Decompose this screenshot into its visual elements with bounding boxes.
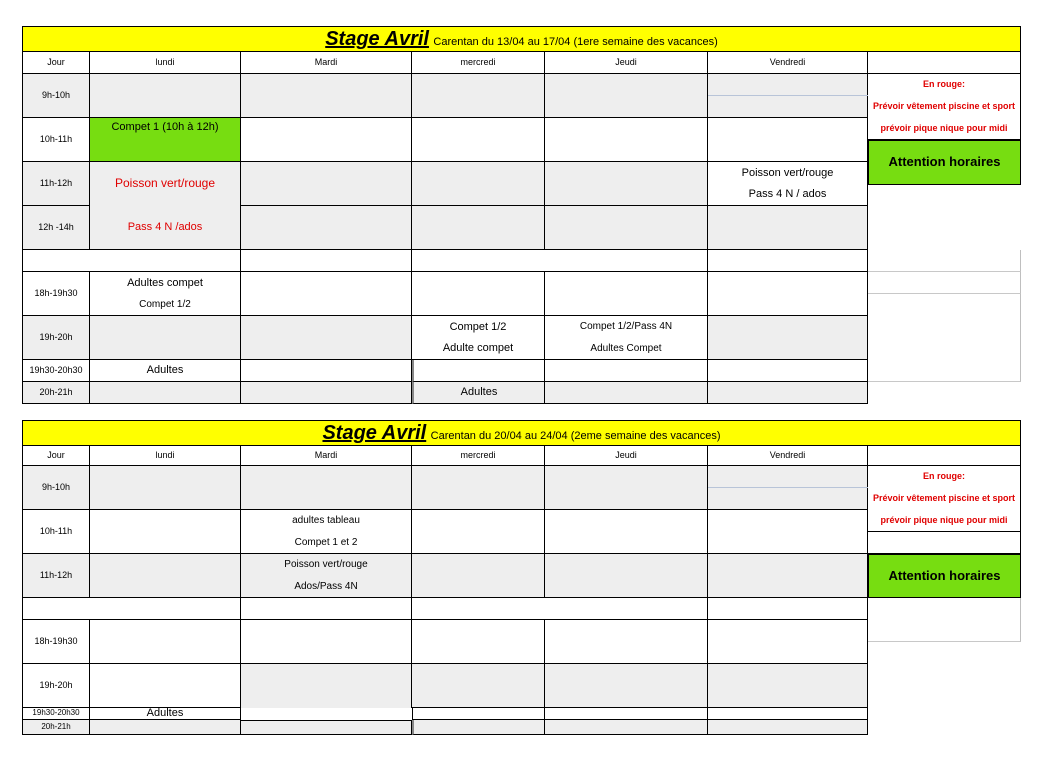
slot-mardi-adultes-tableau xyxy=(241,510,412,554)
slot-cell xyxy=(412,74,545,118)
header-lundi: lundi xyxy=(90,446,241,466)
separator-row xyxy=(241,598,412,620)
header-mardi: Mardi xyxy=(241,446,412,466)
slot-cell xyxy=(90,316,241,360)
header-jeudi: Jeudi xyxy=(545,52,708,74)
time-18h-19h30: 18h-19h30 xyxy=(22,272,90,316)
header-empty xyxy=(868,52,1021,74)
time-20h-21h: 20h-21h xyxy=(22,382,90,404)
schedule-title-bar xyxy=(22,26,1021,52)
guide-line xyxy=(708,95,868,96)
slot-cell xyxy=(412,720,545,735)
stage-subtitle: Carentan du 20/04 au 24/04 (2eme semaine des vacances) xyxy=(430,430,721,442)
slot-cell xyxy=(412,360,545,382)
time-19h-20h: 19h-20h xyxy=(22,316,90,360)
slot-text: Poisson vert/rouge xyxy=(741,166,834,179)
separator-row xyxy=(708,598,868,620)
slot-text: Compet 1/2/Pass 4N xyxy=(579,321,673,333)
note-pique-nique: prévoir pique nique pour midi xyxy=(868,510,1021,532)
slot-cell xyxy=(241,382,412,404)
slot-cell xyxy=(412,206,545,250)
separator-row xyxy=(412,598,708,620)
slot-cell xyxy=(545,206,708,250)
note-empty xyxy=(868,272,1021,294)
slot-cell xyxy=(412,118,545,162)
slot-adultes-compet xyxy=(90,272,241,316)
slot-cell xyxy=(545,620,708,664)
slot-cell xyxy=(241,620,412,664)
note-vetement: Prévoir vêtement piscine et sport xyxy=(868,96,1021,118)
slot-cell xyxy=(412,510,545,554)
header-mercredi: mercredi xyxy=(412,52,545,74)
time-11h-12h: 11h-12h xyxy=(22,554,90,598)
slot-cell xyxy=(241,206,412,250)
header-jour: Jour xyxy=(22,446,90,466)
slot-mercredi-compet xyxy=(412,316,545,360)
slot-cell xyxy=(708,206,868,250)
time-12h-14h: 12h -14h xyxy=(22,206,90,250)
slot-cell xyxy=(90,466,241,510)
header-vendredi: Vendredi xyxy=(708,446,868,466)
separator-row xyxy=(708,250,868,272)
slot-text: Adulte compet xyxy=(442,342,514,355)
note-vetement: Prévoir vêtement piscine et sport xyxy=(868,488,1021,510)
slot-cell xyxy=(708,360,868,382)
slot-cell xyxy=(545,664,708,708)
header-jour: Jour xyxy=(22,52,90,74)
slot-cell xyxy=(241,664,412,708)
time-19h30-20h30: 19h30-20h30 xyxy=(22,360,90,382)
time-10h-11h: 10h-11h xyxy=(22,510,90,554)
slot-cell xyxy=(708,74,868,118)
slot-cell xyxy=(241,272,412,316)
separator-row xyxy=(412,250,708,272)
time-20h-21h: 20h-21h xyxy=(22,720,90,735)
time-19h-20h: 19h-20h xyxy=(22,664,90,708)
stage-title: Stage Avril xyxy=(325,28,429,50)
slot-cell xyxy=(412,708,545,720)
header-vendredi: Vendredi xyxy=(708,52,868,74)
stage-subtitle: Carentan du 13/04 au 17/04 (1ere semaine des vacances) xyxy=(433,36,718,48)
slot-vendredi-poisson xyxy=(708,162,868,206)
header-mercredi: mercredi xyxy=(412,446,545,466)
slot-cell xyxy=(708,708,868,720)
separator-row xyxy=(241,250,412,272)
slot-cell xyxy=(90,620,241,664)
note-empty xyxy=(868,598,1021,642)
header-empty xyxy=(868,446,1021,466)
slot-cell xyxy=(545,720,708,735)
slot-cell xyxy=(241,466,412,510)
slot-cell xyxy=(708,382,868,404)
slot-cell xyxy=(412,272,545,316)
slot-text: Pass 4 N / ados xyxy=(748,188,827,201)
slot-mardi-poisson xyxy=(241,554,412,598)
slot-cell xyxy=(90,720,241,735)
slot-cell xyxy=(545,118,708,162)
attention-horaires: Attention horaires xyxy=(868,554,1021,598)
slot-cell xyxy=(708,620,868,664)
time-10h-11h: 10h-11h xyxy=(22,118,90,162)
slot-cell xyxy=(90,74,241,118)
slot-text: Compet 1/2 xyxy=(449,320,507,333)
time-18h-19h30: 18h-19h30 xyxy=(22,620,90,664)
slot-cell xyxy=(241,708,412,720)
slot-cell xyxy=(545,382,708,404)
slot-cell xyxy=(708,720,868,735)
slot-pass: Pass 4 N /ados xyxy=(90,206,241,250)
note-en-rouge: En rouge: xyxy=(868,466,1021,488)
time-9h-10h: 9h-10h xyxy=(22,74,90,118)
attention-horaires: Attention horaires xyxy=(868,140,1021,185)
slot-cell xyxy=(412,620,545,664)
stage-title: Stage Avril xyxy=(322,422,427,444)
separator-row xyxy=(22,598,241,620)
slot-text: Adultes compet xyxy=(127,276,203,289)
slot-cell xyxy=(90,664,241,708)
slot-cell xyxy=(708,466,868,510)
slot-cell xyxy=(412,664,545,708)
slot-cell xyxy=(545,272,708,316)
slot-cell xyxy=(708,316,868,360)
time-19h30-20h30: 19h30-20h30 xyxy=(22,708,90,720)
slot-cell xyxy=(545,466,708,510)
slot-cell xyxy=(545,510,708,554)
slot-cell xyxy=(545,74,708,118)
slot-cell xyxy=(708,510,868,554)
separator-row xyxy=(22,250,241,272)
slot-cell xyxy=(90,382,241,404)
slot-cell xyxy=(545,162,708,206)
slot-cell xyxy=(545,360,708,382)
slot-text: Ados/Pass 4N xyxy=(294,580,358,592)
slot-cell xyxy=(545,554,708,598)
header-mardi: Mardi xyxy=(241,52,412,74)
slot-compet-1: Compet 1 (10h à 12h) xyxy=(90,118,241,162)
slot-cell xyxy=(241,74,412,118)
slot-cell xyxy=(708,664,868,708)
header-lundi: lundi xyxy=(90,52,241,74)
note-en-rouge: En rouge: xyxy=(868,74,1021,96)
slot-cell xyxy=(545,708,708,720)
slot-cell xyxy=(708,272,868,316)
note-empty xyxy=(868,294,1021,382)
slot-jeudi-compet xyxy=(545,316,708,360)
note-empty xyxy=(868,532,1021,554)
slot-cell xyxy=(708,118,868,162)
slot-text: adultes tableau xyxy=(292,515,360,527)
slot-cell xyxy=(241,360,412,382)
time-9h-10h: 9h-10h xyxy=(22,466,90,510)
slot-cell xyxy=(412,162,545,206)
slot-cell xyxy=(241,118,412,162)
slot-poisson: Poisson vert/rouge xyxy=(90,162,241,206)
slot-cell xyxy=(90,554,241,598)
schedule-title-bar xyxy=(22,420,1021,446)
slot-cell xyxy=(412,554,545,598)
slot-cell xyxy=(241,162,412,206)
slot-cell xyxy=(241,316,412,360)
time-11h-12h: 11h-12h xyxy=(22,162,90,206)
slot-text: Poisson vert/rouge xyxy=(284,559,368,571)
slot-mercredi-adultes: Adultes xyxy=(412,382,545,404)
slot-text: Compet 1 et 2 xyxy=(294,536,358,548)
note-pique-nique: prévoir pique nique pour midi xyxy=(868,118,1021,140)
header-jeudi: Jeudi xyxy=(545,446,708,466)
slot-cell xyxy=(412,466,545,510)
note-empty xyxy=(868,250,1021,272)
slot-cell xyxy=(241,720,412,735)
slot-text: Adultes Compet xyxy=(590,342,662,354)
slot-adultes: Adultes xyxy=(90,708,241,720)
slot-cell xyxy=(708,554,868,598)
slot-text: Compet 1/2 xyxy=(139,299,191,311)
guide-line xyxy=(708,487,868,488)
slot-adultes: Adultes xyxy=(90,360,241,382)
slot-cell xyxy=(90,510,241,554)
